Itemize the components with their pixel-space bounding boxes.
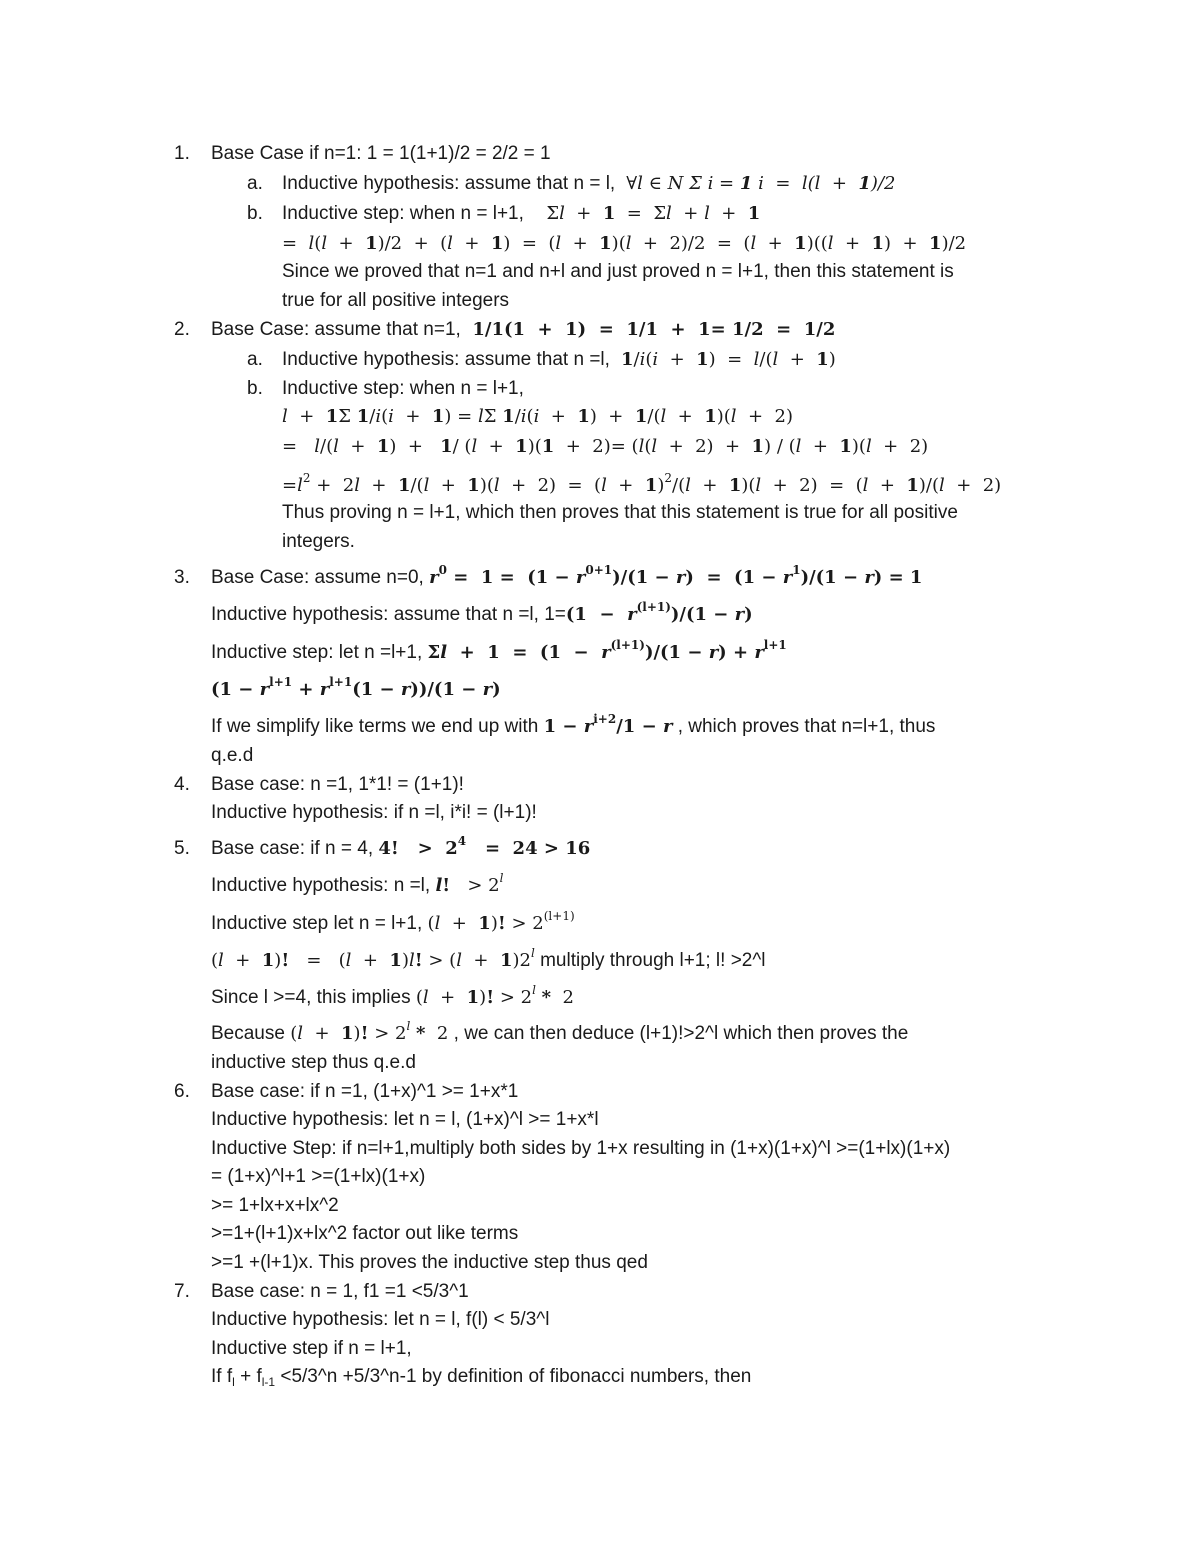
p7-step: Inductive step if n = l+1,: [211, 1338, 412, 1359]
p1-conclusion-1: Since we proved that n=1 and n+l and just proved n = l+1, then this statement is: [282, 261, 954, 282]
p5-base-case: [211, 834, 591, 861]
p7-fib-text-1: If f: [211, 1366, 233, 1387]
p5-base-text: Base case: if n = 4,: [211, 838, 374, 859]
p7-hypothesis: Inductive hypothesis: let n = l, f(l) < 5/3^l: [211, 1309, 550, 1330]
p2-marker-a: a.: [247, 349, 263, 370]
p5-because: [211, 1019, 909, 1046]
p6-step: Inductive Step: if n=l+1,multiply both sides by 1+x resulting in (1+x)(1+x)^l >=(1+lx)(1+x): [211, 1138, 951, 1159]
p6-base-case: Base case: if n =1, (1+x)^1 >= 1+x*1: [211, 1081, 519, 1102]
item-number-7: 7.: [174, 1281, 190, 1302]
p1-hypothesis-text: Inductive hypothesis: assume that n = l,: [282, 173, 616, 194]
item-number-1: 1.: [174, 143, 190, 164]
p2-step: Inductive step: when n = l+1,: [282, 378, 524, 399]
p7-base-case: Base case: n = 1, f1 =1 <5/3^1: [211, 1281, 469, 1302]
item-number-4: 4.: [174, 774, 190, 795]
p5-because-tail: , we can then deduce (l+1)!>2^l which then proves the: [453, 1023, 909, 1044]
p3-step-math: $\Sigma l + 1 = (1 - r^{(l+1)})/(1 - r) + r^{l+1}$: [427, 638, 787, 663]
p1-marker-a: a.: [247, 173, 263, 194]
p5-since-math: (l + 1)! > $2^l * 2$: [415, 983, 574, 1008]
p3-qed: q.e.d: [211, 745, 254, 766]
p1-marker-b: b.: [247, 203, 263, 224]
p2-marker-b: b.: [247, 378, 263, 399]
p1-step-math: Σl + 1 = Σl + l + 1: [529, 203, 761, 224]
p5-hypothesis: [211, 871, 504, 898]
p5-qed: inductive step thus q.e.d: [211, 1052, 416, 1073]
item-number-5: 5.: [174, 838, 190, 859]
p6-step-line-3: >= 1+lx+x+lx^2: [211, 1195, 339, 1216]
p7-fib-text-3: <5/3^n +5/3^n-1 by definition of fibonacci numbers, then: [275, 1366, 752, 1387]
item-number-6: 6.: [174, 1081, 190, 1102]
p5-step-math: (l + 1)! > $2^{(l+1)}$: [427, 909, 575, 934]
p2-hypothesis-text: Inductive hypothesis: assume that n =l,: [282, 349, 610, 370]
p3-simplify-math: $1 - r^{i+2}/1 - r$: [543, 712, 673, 737]
p2-base-case: [211, 318, 835, 342]
p1-hypothesis-math: ∀l ∈ N Σ i = 1 i = l(l + 1)/2: [620, 173, 896, 194]
p7-sub-l: l: [232, 1375, 235, 1389]
p2-conclusion-1: Thus proving n = l+1, which then proves that this statement is true for all positive: [282, 502, 958, 523]
p4-base-case: Base case: n =1, 1*1! = (1+1)!: [211, 774, 464, 795]
p3-step-equation: $(1 - r^{l+1} + r^{l+1}(1 - r))/(1 - r)$: [211, 675, 501, 700]
p2-step-eq-1: l + 1Σ 1/i(i + 1) = lΣ 1/i(i + 1) + 1/(l + 1)(l + 2): [282, 406, 793, 427]
p3-base-case: [211, 563, 923, 590]
p2-hypothesis: [282, 348, 836, 372]
p7-sub-l-1: l-1: [261, 1375, 276, 1389]
p5-hypothesis-text: Inductive hypothesis: n =l,: [211, 875, 431, 896]
p1-conclusion-2: true for all positive integers: [282, 290, 510, 311]
p5-hypothesis-math: l! > $2^l$: [435, 871, 504, 896]
p3-hypothesis-math: $(1 - r^{(l+1)})/(1 - r)$: [565, 600, 753, 625]
item-number-2: 2.: [174, 319, 190, 340]
p7-fib-text-2: + f: [234, 1366, 262, 1387]
p3-base-text: Base Case: assume n=0,: [211, 567, 424, 588]
p6-step-line-5: >=1 +(l+1)x. This proves the inductive step thus qed: [211, 1252, 648, 1273]
p6-step-line-2: = (1+x)^l+1 >=(1+lx)(1+x): [211, 1166, 426, 1187]
p2-base-text: Base Case: assume that n=1,: [211, 319, 461, 340]
p7-fib-line: [211, 1365, 751, 1389]
p2-base-math: 1/1(1 + 1) = 1/1 + 1= 1/2 = 1/2: [466, 319, 836, 340]
p5-since-text: Since l >=4, this implies: [211, 987, 411, 1008]
p4-hypothesis: Inductive hypothesis: if n =l, i*i! = (l+1)!: [211, 802, 537, 823]
p3-simplify-text: If we simplify like terms we end up with: [211, 716, 539, 737]
item-number-3: 3.: [174, 567, 190, 588]
p5-since: [211, 983, 574, 1010]
p3-hypothesis: [211, 600, 753, 627]
p3-step-text: Inductive step: let n =l+1,: [211, 642, 423, 663]
p5-step: [211, 909, 575, 936]
p5-step-equation: [211, 946, 766, 973]
p2-conclusion-2: integers.: [282, 531, 355, 552]
p1-hypothesis: [282, 172, 895, 196]
p3-simplify: [211, 712, 936, 739]
p5-step-eq-math: (l + 1)! = (l + 1)l! > (l + 1)2$^l$: [211, 946, 535, 971]
p3-base-math: $r^0 = 1 = (1 - r^{0+1})/(1 - r) = (1 - r^1)/(1 - r) = 1$: [429, 563, 923, 588]
p1-step: [282, 202, 760, 226]
p5-because-text: Because: [211, 1023, 285, 1044]
p1-step-text: Inductive step: when n = l+1,: [282, 203, 524, 224]
p6-hypothesis: Inductive hypothesis: let n = l, (1+x)^l >= 1+x*l: [211, 1109, 599, 1130]
p5-step-eq-text: multiply through l+1; l! >2^l: [540, 950, 766, 971]
p5-base-math: 4! > $2^4 = 24 > 16$: [378, 834, 591, 859]
p5-step-text: Inductive step let n = l+1,: [211, 913, 423, 934]
p1-step-equation: = l(l + 1)/2 + (l + 1) = (l + 1)(l + 2)/2 = (l + 1)((l + 1) + 1)/2: [282, 233, 967, 254]
p3-step: [211, 638, 787, 665]
p1-base-case: Base Case if n=1: 1 = 1(1+1)/2 = 2/2 = 1: [211, 143, 551, 164]
p3-simplify-tail: , which proves that n=l+1, thus: [677, 716, 936, 737]
p6-step-line-4: >=1+(l+1)x+lx^2 factor out like terms: [211, 1223, 519, 1244]
p2-step-eq-2: = l/(l + 1) + 1/ (l + 1)(1 + 2)= (l(l + 2) + 1) / (l + 1)(l + 2): [282, 436, 929, 457]
p3-hypothesis-text: Inductive hypothesis: assume that n =l, 1=: [211, 604, 566, 625]
p5-because-math: (l + 1)! > $2^l * 2$: [290, 1019, 449, 1044]
p2-hypothesis-math: 1/i(i + 1) = l/(l + 1): [620, 349, 836, 370]
p2-step-eq-3: $=l^2 + 2l + 1/(l + 1)(l + 2) = (l + 1)^2/(l + 1)(l + 2) = (l + 1)/(l + 2)$: [282, 471, 1002, 496]
